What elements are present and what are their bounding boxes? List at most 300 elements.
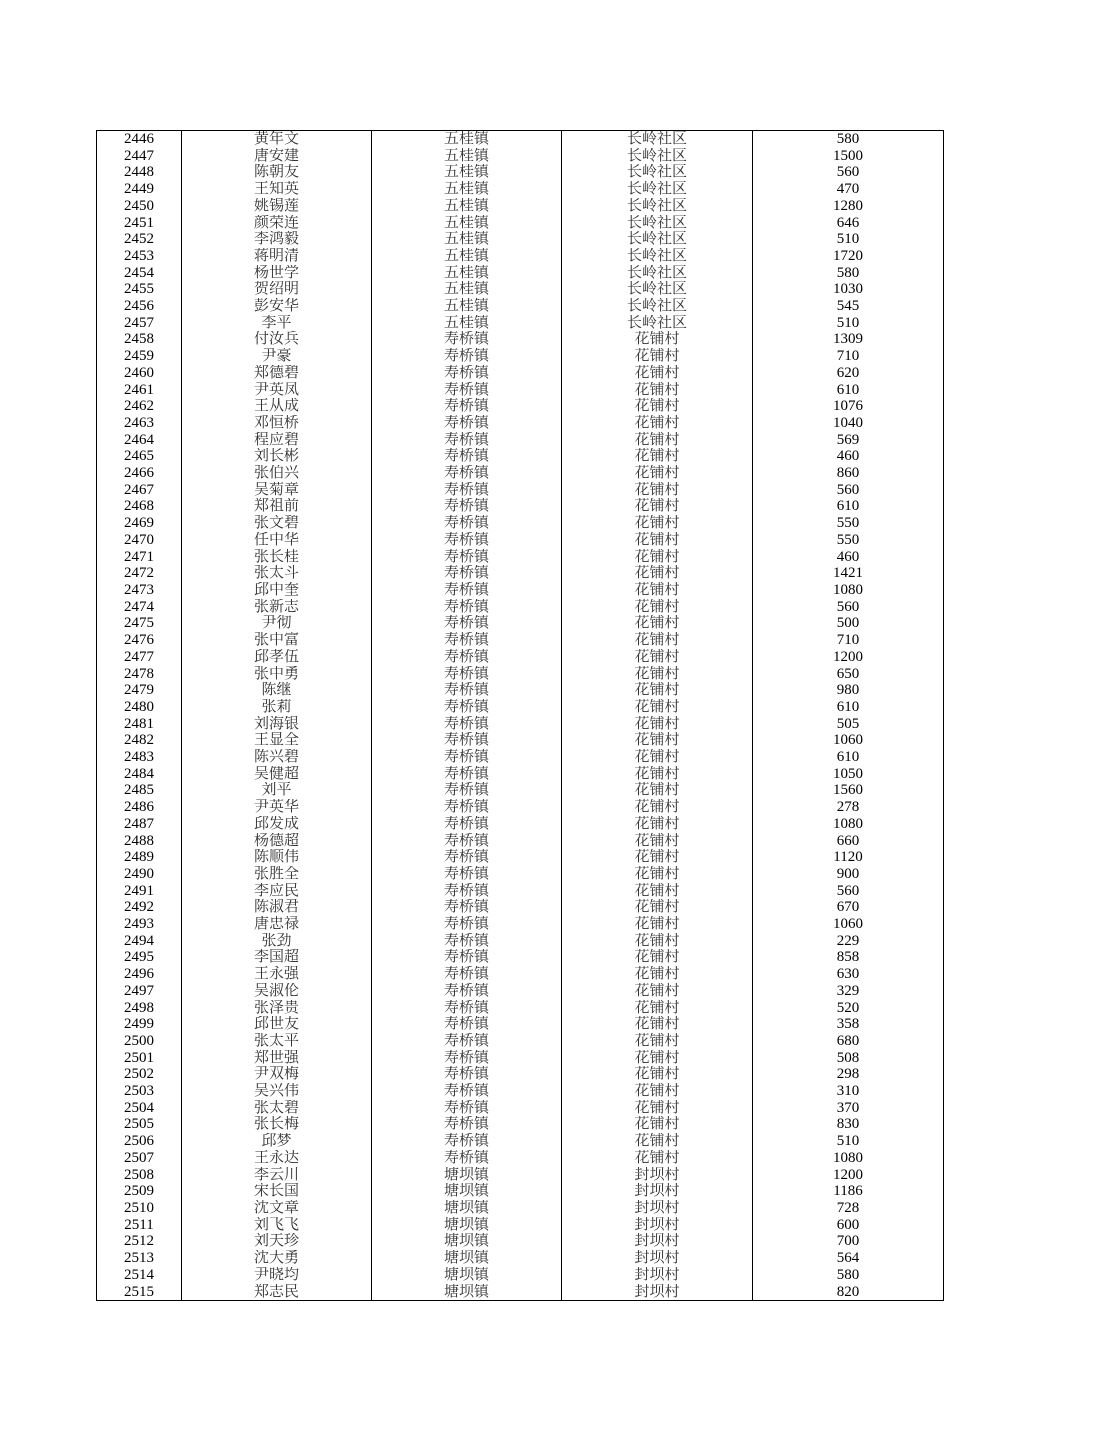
person-name-cell: 黄年文: [182, 131, 372, 148]
table-row: [97, 782, 944, 799]
person-name-cell: 尹英华: [182, 799, 372, 816]
town-cell: 塘坝镇: [372, 1250, 562, 1267]
table-row: [97, 1284, 944, 1301]
amount-cell: 298: [753, 1066, 944, 1083]
table-row: [97, 148, 944, 165]
town-cell: 寿桥镇: [372, 1116, 562, 1133]
town-cell: 寿桥镇: [372, 549, 562, 566]
town-cell: 寿桥镇: [372, 482, 562, 499]
table-row: [97, 532, 944, 549]
person-name-cell: 刘长彬: [182, 448, 372, 465]
amount-cell: 1421: [753, 565, 944, 582]
amount-cell: 545: [753, 298, 944, 315]
person-name-cell: 任中华: [182, 532, 372, 549]
amount-cell: 1280: [753, 198, 944, 215]
village-cell: 花铺村: [562, 515, 753, 532]
amount-cell: 646: [753, 215, 944, 232]
table-row: [97, 1016, 944, 1033]
row-number-cell: 2450: [97, 198, 182, 215]
person-name-cell: 王永达: [182, 1150, 372, 1167]
town-cell: 寿桥镇: [372, 916, 562, 933]
amount-cell: 600: [753, 1217, 944, 1234]
person-name-cell: 吴健超: [182, 766, 372, 783]
row-number-cell: 2503: [97, 1083, 182, 1100]
table-row: [97, 699, 944, 716]
town-cell: 寿桥镇: [372, 1033, 562, 1050]
table-row: [97, 866, 944, 883]
town-cell: 寿桥镇: [372, 949, 562, 966]
person-name-cell: 沈大勇: [182, 1250, 372, 1267]
row-number-cell: 2460: [97, 365, 182, 382]
village-cell: 长岭社区: [562, 248, 753, 265]
village-cell: 封坝村: [562, 1284, 753, 1301]
amount-cell: 564: [753, 1250, 944, 1267]
town-cell: 寿桥镇: [372, 632, 562, 649]
person-name-cell: 杨德超: [182, 833, 372, 850]
town-cell: 五桂镇: [372, 231, 562, 248]
amount-cell: 1060: [753, 732, 944, 749]
person-name-cell: 张劲: [182, 933, 372, 950]
town-cell: 五桂镇: [372, 148, 562, 165]
row-number-cell: 2482: [97, 732, 182, 749]
row-number-cell: 2464: [97, 432, 182, 449]
village-cell: 花铺村: [562, 615, 753, 632]
table-row: [97, 265, 944, 282]
village-cell: 长岭社区: [562, 131, 753, 148]
person-name-cell: 尹彻: [182, 615, 372, 632]
town-cell: 五桂镇: [372, 298, 562, 315]
person-name-cell: 刘海银: [182, 716, 372, 733]
village-cell: 长岭社区: [562, 281, 753, 298]
village-cell: 封坝村: [562, 1217, 753, 1234]
table-row: [97, 599, 944, 616]
table-row: [97, 281, 944, 298]
person-name-cell: 李平: [182, 315, 372, 332]
village-cell: 花铺村: [562, 1100, 753, 1117]
town-cell: 寿桥镇: [372, 515, 562, 532]
person-name-cell: 刘天珍: [182, 1233, 372, 1250]
row-number-cell: 2498: [97, 1000, 182, 1017]
village-cell: 花铺村: [562, 398, 753, 415]
row-number-cell: 2452: [97, 231, 182, 248]
town-cell: 寿桥镇: [372, 398, 562, 415]
amount-cell: 460: [753, 448, 944, 465]
village-cell: 长岭社区: [562, 215, 753, 232]
table-row: [97, 716, 944, 733]
town-cell: 五桂镇: [372, 164, 562, 181]
amount-cell: 580: [753, 131, 944, 148]
town-cell: 寿桥镇: [372, 866, 562, 883]
village-cell: 花铺村: [562, 666, 753, 683]
village-cell: 花铺村: [562, 1033, 753, 1050]
row-number-cell: 2509: [97, 1183, 182, 1200]
row-number-cell: 2456: [97, 298, 182, 315]
row-number-cell: 2500: [97, 1033, 182, 1050]
row-number-cell: 2467: [97, 482, 182, 499]
amount-cell: 580: [753, 265, 944, 282]
table-row: [97, 816, 944, 833]
village-cell: 花铺村: [562, 699, 753, 716]
village-cell: 封坝村: [562, 1233, 753, 1250]
amount-cell: 610: [753, 749, 944, 766]
table-row: [97, 231, 944, 248]
person-name-cell: 张太斗: [182, 565, 372, 582]
amount-cell: 660: [753, 833, 944, 850]
town-cell: 寿桥镇: [372, 1083, 562, 1100]
person-name-cell: 唐安建: [182, 148, 372, 165]
row-number-cell: 2475: [97, 615, 182, 632]
village-cell: 花铺村: [562, 682, 753, 699]
row-number-cell: 2478: [97, 666, 182, 683]
row-number-cell: 2502: [97, 1066, 182, 1083]
table-row: [97, 666, 944, 683]
person-name-cell: 姚锡莲: [182, 198, 372, 215]
village-cell: 花铺村: [562, 565, 753, 582]
table-row: [97, 949, 944, 966]
village-cell: 长岭社区: [562, 181, 753, 198]
table-row: [97, 331, 944, 348]
village-cell: 花铺村: [562, 732, 753, 749]
row-number-cell: 2488: [97, 833, 182, 850]
person-name-cell: 邱孝伍: [182, 649, 372, 666]
person-name-cell: 颜荣连: [182, 215, 372, 232]
row-number-cell: 2506: [97, 1133, 182, 1150]
village-cell: 花铺村: [562, 482, 753, 499]
town-cell: 寿桥镇: [372, 816, 562, 833]
table-row: [97, 1133, 944, 1150]
amount-cell: 505: [753, 716, 944, 733]
person-name-cell: 张太平: [182, 1033, 372, 1050]
amount-cell: 610: [753, 498, 944, 515]
village-cell: 花铺村: [562, 816, 753, 833]
person-name-cell: 吴淑伦: [182, 983, 372, 1000]
amount-cell: 1080: [753, 582, 944, 599]
town-cell: 寿桥镇: [372, 348, 562, 365]
row-number-cell: 2463: [97, 415, 182, 432]
row-number-cell: 2515: [97, 1284, 182, 1301]
village-cell: 封坝村: [562, 1183, 753, 1200]
village-cell: 花铺村: [562, 766, 753, 783]
amount-cell: 700: [753, 1233, 944, 1250]
amount-cell: 820: [753, 1284, 944, 1301]
person-name-cell: 邓恒桥: [182, 415, 372, 432]
table-row: [97, 298, 944, 315]
village-cell: 花铺村: [562, 849, 753, 866]
amount-cell: 580: [753, 1267, 944, 1284]
row-number-cell: 2495: [97, 949, 182, 966]
village-cell: 花铺村: [562, 331, 753, 348]
town-cell: 寿桥镇: [372, 599, 562, 616]
table-row: [97, 632, 944, 649]
amount-cell: 1309: [753, 331, 944, 348]
person-name-cell: 邱世友: [182, 1016, 372, 1033]
row-number-cell: 2471: [97, 549, 182, 566]
town-cell: 五桂镇: [372, 198, 562, 215]
table-row: [97, 682, 944, 699]
person-name-cell: 张长桂: [182, 549, 372, 566]
row-number-cell: 2492: [97, 899, 182, 916]
table-row: [97, 1150, 944, 1167]
table-row: [97, 382, 944, 399]
town-cell: 寿桥镇: [372, 465, 562, 482]
row-number-cell: 2485: [97, 782, 182, 799]
amount-cell: 569: [753, 432, 944, 449]
town-cell: 寿桥镇: [372, 933, 562, 950]
amount-cell: 1120: [753, 849, 944, 866]
village-cell: 花铺村: [562, 1083, 753, 1100]
village-cell: 花铺村: [562, 465, 753, 482]
person-name-cell: 邱发成: [182, 816, 372, 833]
village-cell: 花铺村: [562, 532, 753, 549]
village-cell: 花铺村: [562, 782, 753, 799]
person-name-cell: 陈顺伟: [182, 849, 372, 866]
table-row: [97, 448, 944, 465]
amount-cell: 510: [753, 315, 944, 332]
town-cell: 寿桥镇: [372, 615, 562, 632]
row-number-cell: 2497: [97, 983, 182, 1000]
amount-cell: 310: [753, 1083, 944, 1100]
row-number-cell: 2466: [97, 465, 182, 482]
row-number-cell: 2479: [97, 682, 182, 699]
amount-cell: 1040: [753, 415, 944, 432]
village-cell: 花铺村: [562, 1066, 753, 1083]
table-row: [97, 432, 944, 449]
table-row: [97, 1233, 944, 1250]
amount-cell: 500: [753, 615, 944, 632]
town-cell: 塘坝镇: [372, 1284, 562, 1301]
table-row: [97, 1083, 944, 1100]
amount-cell: 550: [753, 515, 944, 532]
table-row: [97, 1066, 944, 1083]
row-number-cell: 2490: [97, 866, 182, 883]
row-number-cell: 2508: [97, 1167, 182, 1184]
person-name-cell: 张文碧: [182, 515, 372, 532]
village-cell: 花铺村: [562, 949, 753, 966]
row-number-cell: 2462: [97, 398, 182, 415]
person-name-cell: 李云川: [182, 1167, 372, 1184]
town-cell: 寿桥镇: [372, 432, 562, 449]
person-name-cell: 尹双梅: [182, 1066, 372, 1083]
person-name-cell: 彭安华: [182, 298, 372, 315]
row-number-cell: 2493: [97, 916, 182, 933]
amount-cell: 710: [753, 348, 944, 365]
town-cell: 寿桥镇: [372, 883, 562, 900]
person-name-cell: 程应碧: [182, 432, 372, 449]
village-cell: 花铺村: [562, 1000, 753, 1017]
person-name-cell: 陈朝友: [182, 164, 372, 181]
table-row: [97, 1183, 944, 1200]
table-row: [97, 398, 944, 415]
amount-cell: 329: [753, 983, 944, 1000]
person-name-cell: 陈继: [182, 682, 372, 699]
row-number-cell: 2451: [97, 215, 182, 232]
town-cell: 寿桥镇: [372, 1100, 562, 1117]
town-cell: 寿桥镇: [372, 749, 562, 766]
village-cell: 花铺村: [562, 432, 753, 449]
table-row: [97, 1100, 944, 1117]
town-cell: 五桂镇: [372, 281, 562, 298]
person-name-cell: 唐忠禄: [182, 916, 372, 933]
person-name-cell: 刘飞飞: [182, 1217, 372, 1234]
table-row: [97, 164, 944, 181]
amount-cell: 1080: [753, 816, 944, 833]
table-row: [97, 1250, 944, 1267]
town-cell: 寿桥镇: [372, 1150, 562, 1167]
village-cell: 长岭社区: [562, 265, 753, 282]
person-name-cell: 张新志: [182, 599, 372, 616]
amount-cell: 1500: [753, 148, 944, 165]
person-name-cell: 张中勇: [182, 666, 372, 683]
town-cell: 寿桥镇: [372, 1000, 562, 1017]
amount-cell: 1200: [753, 649, 944, 666]
table-row: [97, 198, 944, 215]
amount-cell: 650: [753, 666, 944, 683]
row-number-cell: 2455: [97, 281, 182, 298]
village-cell: 长岭社区: [562, 231, 753, 248]
row-number-cell: 2486: [97, 799, 182, 816]
town-cell: 寿桥镇: [372, 666, 562, 683]
person-name-cell: 刘平: [182, 782, 372, 799]
amount-cell: 560: [753, 883, 944, 900]
amount-cell: 900: [753, 866, 944, 883]
row-number-cell: 2468: [97, 498, 182, 515]
person-name-cell: 陈兴碧: [182, 749, 372, 766]
row-number-cell: 2461: [97, 382, 182, 399]
person-name-cell: 张伯兴: [182, 465, 372, 482]
row-number-cell: 2496: [97, 966, 182, 983]
table-row: [97, 1267, 944, 1284]
amount-cell: 460: [753, 549, 944, 566]
village-cell: 花铺村: [562, 649, 753, 666]
amount-cell: 508: [753, 1050, 944, 1067]
person-name-cell: 王永强: [182, 966, 372, 983]
row-number-cell: 2480: [97, 699, 182, 716]
village-cell: 花铺村: [562, 382, 753, 399]
amount-cell: 630: [753, 966, 944, 983]
amount-cell: 229: [753, 933, 944, 950]
person-name-cell: 张中富: [182, 632, 372, 649]
town-cell: 五桂镇: [372, 131, 562, 148]
table-row: [97, 415, 944, 432]
person-name-cell: 李应民: [182, 883, 372, 900]
table-row: [97, 983, 944, 1000]
amount-cell: 1076: [753, 398, 944, 415]
town-cell: 寿桥镇: [372, 716, 562, 733]
town-cell: 寿桥镇: [372, 565, 562, 582]
table-row: [97, 849, 944, 866]
table-row: [97, 916, 944, 933]
village-cell: 花铺村: [562, 833, 753, 850]
table-row: [97, 315, 944, 332]
table-row: [97, 1200, 944, 1217]
row-number-cell: 2473: [97, 582, 182, 599]
person-name-cell: 李鸿毅: [182, 231, 372, 248]
village-cell: 花铺村: [562, 549, 753, 566]
village-cell: 封坝村: [562, 1267, 753, 1284]
town-cell: 五桂镇: [372, 315, 562, 332]
person-name-cell: 张太碧: [182, 1100, 372, 1117]
town-cell: 寿桥镇: [372, 782, 562, 799]
row-number-cell: 2459: [97, 348, 182, 365]
row-number-cell: 2477: [97, 649, 182, 666]
row-number-cell: 2494: [97, 933, 182, 950]
row-number-cell: 2469: [97, 515, 182, 532]
row-number-cell: 2489: [97, 849, 182, 866]
row-number-cell: 2510: [97, 1200, 182, 1217]
row-number-cell: 2470: [97, 532, 182, 549]
town-cell: 塘坝镇: [372, 1167, 562, 1184]
row-number-cell: 2491: [97, 883, 182, 900]
town-cell: 塘坝镇: [372, 1233, 562, 1250]
row-number-cell: 2483: [97, 749, 182, 766]
amount-cell: 1050: [753, 766, 944, 783]
table-row: [97, 1116, 944, 1133]
table-row: [97, 582, 944, 599]
table-row: [97, 465, 944, 482]
amount-cell: 610: [753, 382, 944, 399]
town-cell: 五桂镇: [372, 265, 562, 282]
town-cell: 寿桥镇: [372, 382, 562, 399]
town-cell: 寿桥镇: [372, 331, 562, 348]
table-row: [97, 565, 944, 582]
amount-cell: 560: [753, 482, 944, 499]
amount-cell: 510: [753, 231, 944, 248]
person-name-cell: 邱梦: [182, 1133, 372, 1150]
amount-cell: 680: [753, 1033, 944, 1050]
person-name-cell: 郑世强: [182, 1050, 372, 1067]
row-number-cell: 2487: [97, 816, 182, 833]
person-name-cell: 李国超: [182, 949, 372, 966]
town-cell: 塘坝镇: [372, 1183, 562, 1200]
town-cell: 五桂镇: [372, 181, 562, 198]
village-cell: 花铺村: [562, 582, 753, 599]
town-cell: 寿桥镇: [372, 649, 562, 666]
table-row: [97, 131, 944, 148]
town-cell: 寿桥镇: [372, 498, 562, 515]
records-table: [96, 130, 944, 1301]
table-row: [97, 933, 944, 950]
town-cell: 寿桥镇: [372, 682, 562, 699]
village-cell: 花铺村: [562, 1116, 753, 1133]
village-cell: 长岭社区: [562, 198, 753, 215]
town-cell: 寿桥镇: [372, 699, 562, 716]
row-number-cell: 2458: [97, 331, 182, 348]
amount-cell: 980: [753, 682, 944, 699]
row-number-cell: 2448: [97, 164, 182, 181]
village-cell: 花铺村: [562, 632, 753, 649]
row-number-cell: 2474: [97, 599, 182, 616]
person-name-cell: 张胜全: [182, 866, 372, 883]
table-row: [97, 549, 944, 566]
village-cell: 长岭社区: [562, 298, 753, 315]
town-cell: 寿桥镇: [372, 582, 562, 599]
town-cell: 塘坝镇: [372, 1217, 562, 1234]
person-name-cell: 张泽贵: [182, 1000, 372, 1017]
village-cell: 花铺村: [562, 883, 753, 900]
table-row: [97, 833, 944, 850]
village-cell: 花铺村: [562, 415, 753, 432]
town-cell: 五桂镇: [372, 248, 562, 265]
row-number-cell: 2501: [97, 1050, 182, 1067]
row-number-cell: 2511: [97, 1217, 182, 1234]
table-row: [97, 365, 944, 382]
amount-cell: 370: [753, 1100, 944, 1117]
table-row: [97, 732, 944, 749]
row-number-cell: 2447: [97, 148, 182, 165]
town-cell: 寿桥镇: [372, 833, 562, 850]
amount-cell: 1030: [753, 281, 944, 298]
town-cell: 寿桥镇: [372, 1016, 562, 1033]
